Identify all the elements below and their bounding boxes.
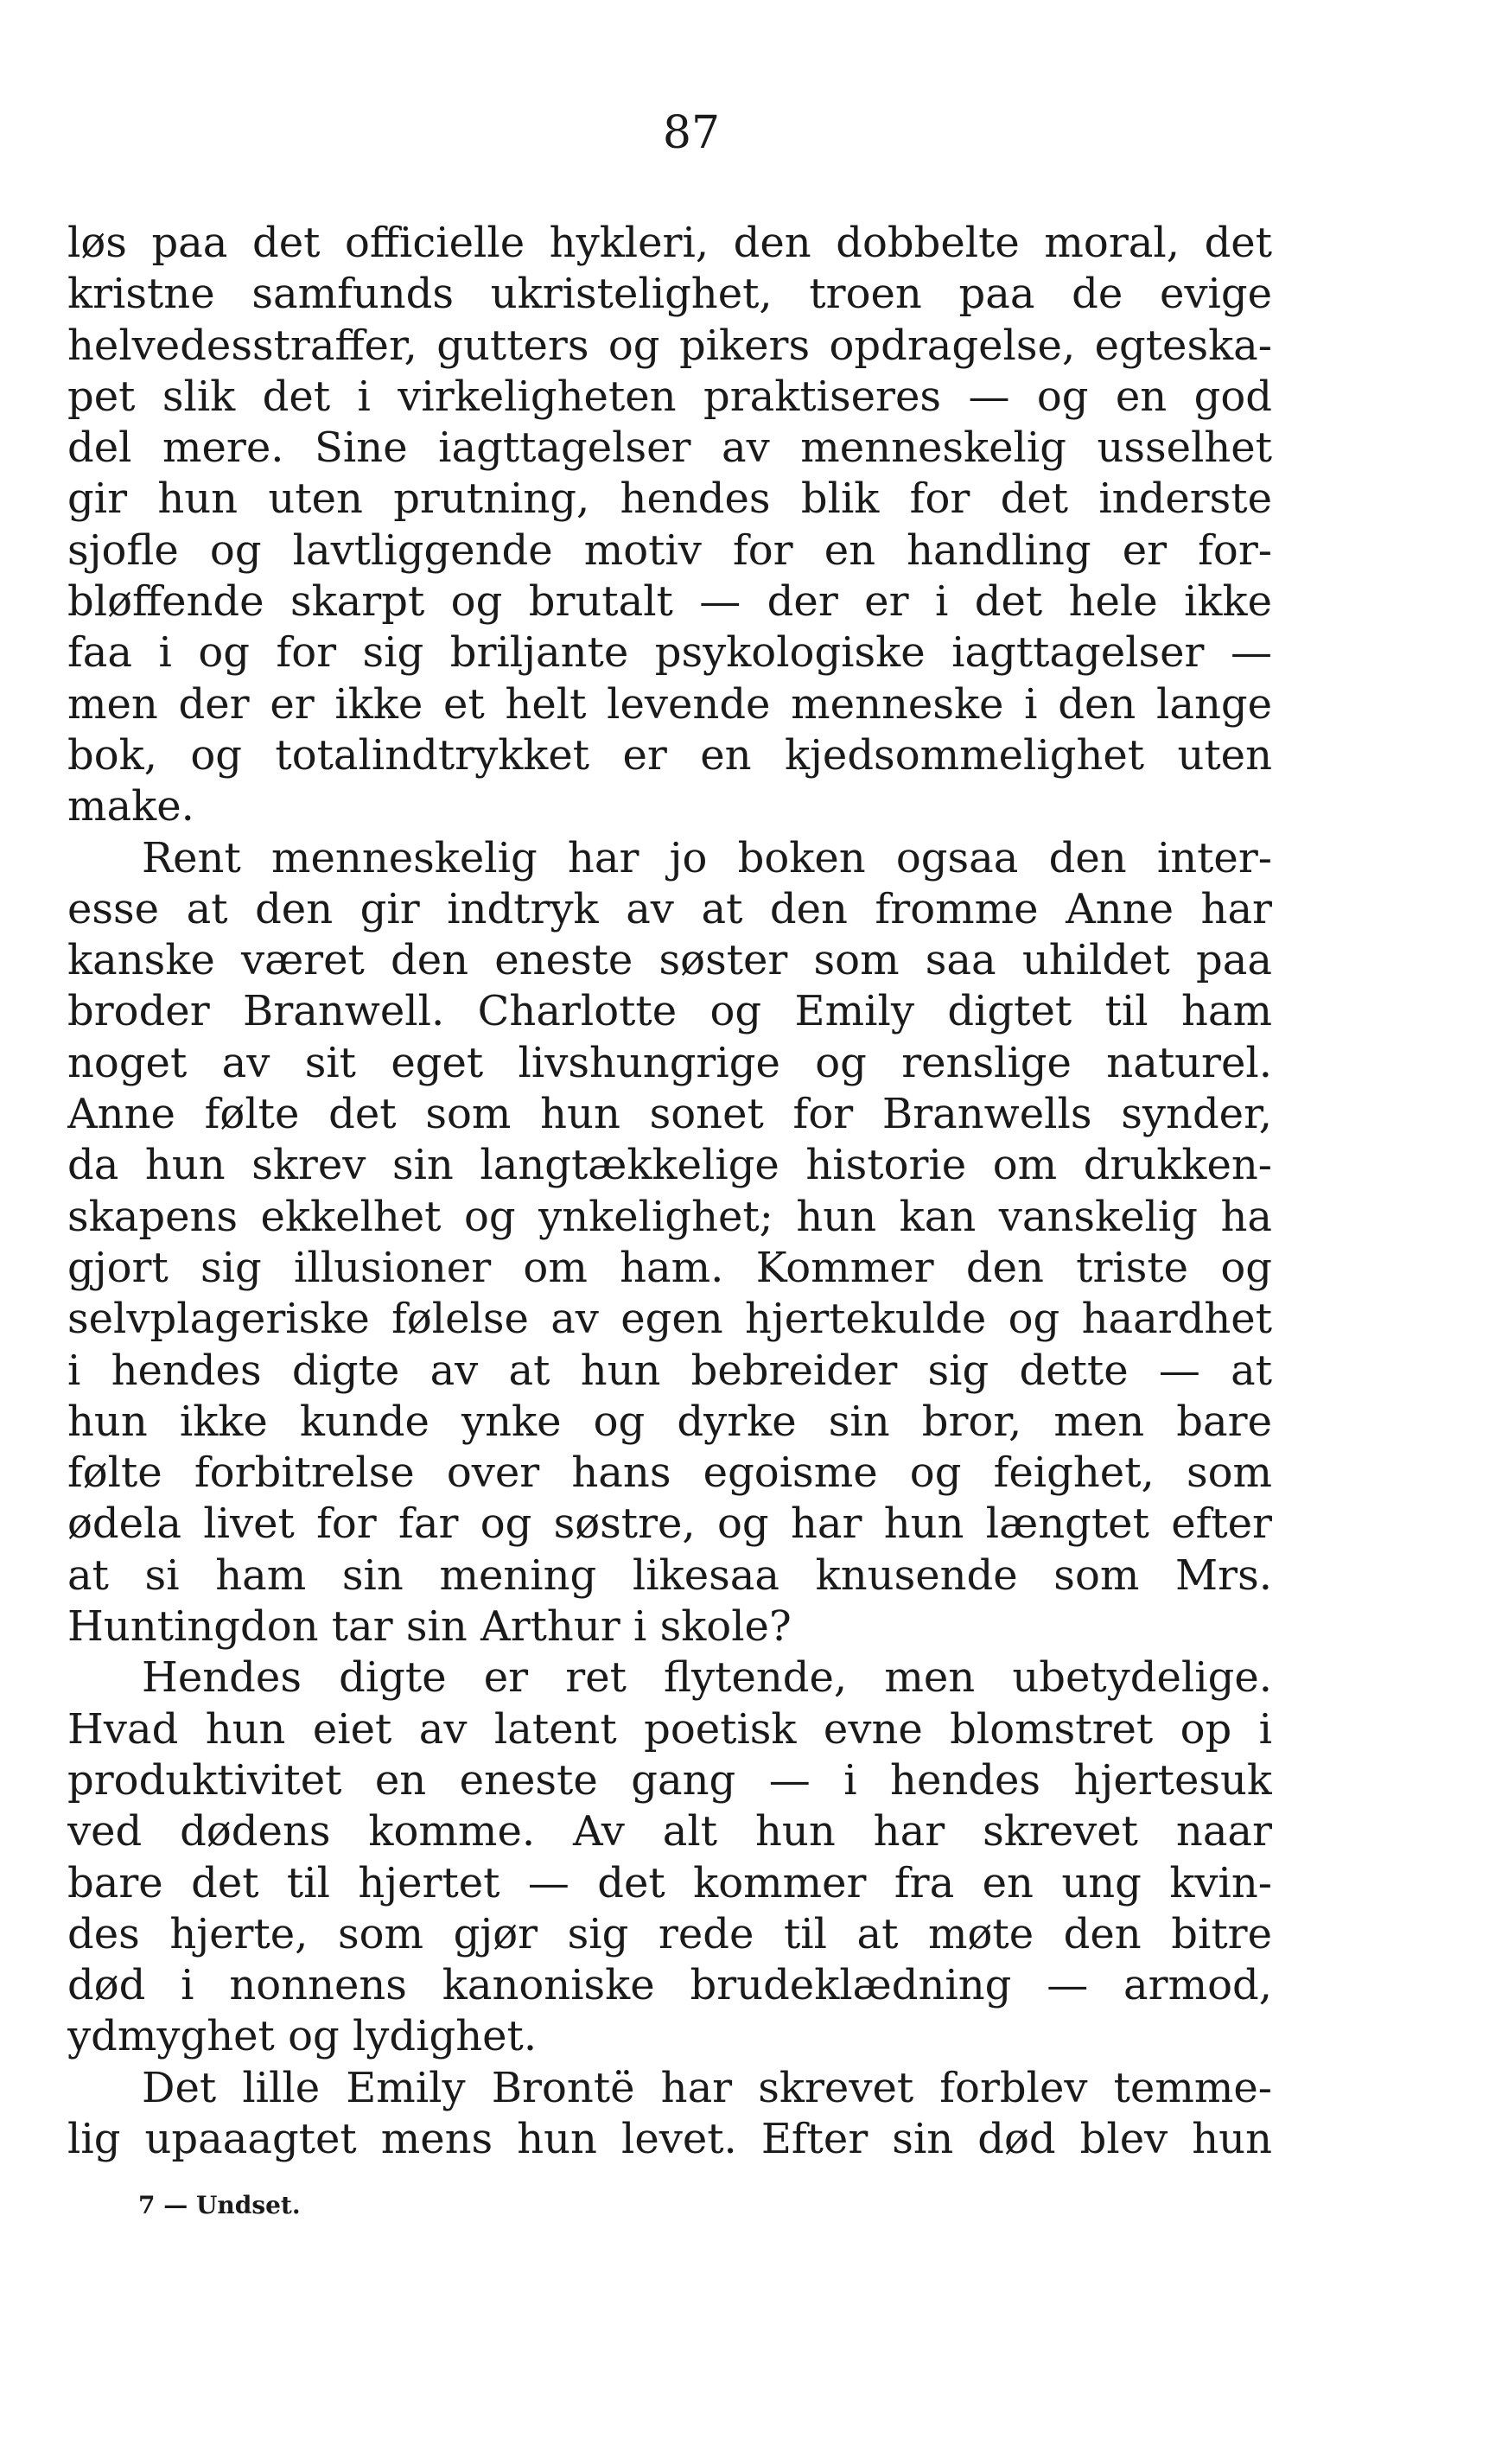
- text-line: pet slik det i virkeligheten praktiseres — og en god: [67, 372, 1272, 421]
- text-line: død i nonnens kanoniske brudeklædning — armod,: [67, 1961, 1272, 2010]
- text-line: des hjerte, som gjør sig rede til at møte den bitre: [67, 1909, 1272, 1958]
- text-line: ydmyghet og lydighet.: [67, 2012, 538, 2061]
- printer-signature-mark: 7 — Undset.: [138, 2191, 301, 2219]
- text-line: faa i og for sig briljante psykologiske iagttagelser —: [67, 628, 1272, 678]
- text-line: Det lille Emily Brontë har skrevet forblev temme-: [142, 2063, 1272, 2112]
- text-line: del mere. Sine iagttagelser av menneskelig usselhet: [67, 423, 1272, 473]
- body-text: [67, 218, 1272, 2165]
- text-line: produktivitet en eneste gang — i hendes hjertesuk: [67, 1755, 1272, 1805]
- text-line: kanske været den eneste søster som saa uhildet paa: [67, 936, 1272, 985]
- text-line: bare det til hjertet — det kommer fra en ung kvin-: [67, 1858, 1272, 1907]
- text-line: hun ikke kunde ynke og dyrke sin bror, men bare: [67, 1397, 1272, 1446]
- text-line: helvedesstraffer, gutters og pikers opdragelse, egteska-: [67, 321, 1272, 370]
- text-line: følte forbitrelse over hans egoisme og feighet, som: [67, 1448, 1272, 1498]
- page-number: 87: [662, 107, 721, 159]
- text-line: make.: [67, 782, 194, 831]
- text-line: bok, og totalindtrykket er en kjedsommelighet uten: [67, 730, 1272, 780]
- text-line: noget av sit eget livshungrige og renslige naturel.: [67, 1038, 1272, 1087]
- text-line: kristne samfunds ukristelighet, troen paa de evige: [67, 270, 1272, 319]
- text-line: Rent menneskelig har jo boken ogsaa den inter-: [142, 833, 1272, 882]
- text-line: sjofle og lavtliggende motiv for en handling er for-: [67, 525, 1272, 575]
- text-line: lig upaaagtet mens hun levet. Efter sin død blev hun: [67, 2114, 1272, 2163]
- text-line: skapens ekkelhet og ynkelighet; hun kan vanskelig ha: [67, 1192, 1272, 1241]
- text-line: selvplageriske følelse av egen hjertekulde og haardhet: [67, 1295, 1272, 1344]
- text-line: Huntingdon tar sin Arthur i skole?: [67, 1602, 792, 1652]
- text-line: løs paa det officielle hykleri, den dobbelte moral, det: [67, 219, 1272, 267]
- text-line: da hun skrev sin langtækkelige historie om drukken-: [67, 1141, 1272, 1190]
- text-line: broder Branwell. Charlotte og Emily digtet til ham: [67, 987, 1272, 1036]
- text-line: at si ham sin mening likesaa knusende som Mrs.: [67, 1550, 1272, 1600]
- text-line: Hvad hun eiet av latent poetisk evne blomstret op i: [67, 1704, 1272, 1754]
- text-line: Anne følte det som hun sonet for Branwells synder,: [67, 1090, 1272, 1139]
- text-line: Hendes digte er ret flytende, men ubetydelige.: [142, 1653, 1272, 1703]
- text-line: men der er ikke et helt levende menneske i den lange: [67, 679, 1272, 729]
- text-line: ødela livet for far og søstre, og har hun længtet efter: [67, 1499, 1272, 1549]
- text-line: ved dødens komme. Av alt hun har skrevet naar: [67, 1807, 1272, 1856]
- text-line: gir hun uten prutning, hendes blik for det inderste: [67, 474, 1272, 524]
- text-line: i hendes digte av at hun bebreider sig dette — at: [67, 1346, 1272, 1395]
- text-line: bløffende skarpt og brutalt — der er i det hele ikke: [67, 577, 1272, 627]
- text-line: esse at den gir indtryk av at den fromme Anne har: [67, 884, 1272, 933]
- text-line: gjort sig illusioner om ham. Kommer den triste og: [67, 1243, 1272, 1292]
